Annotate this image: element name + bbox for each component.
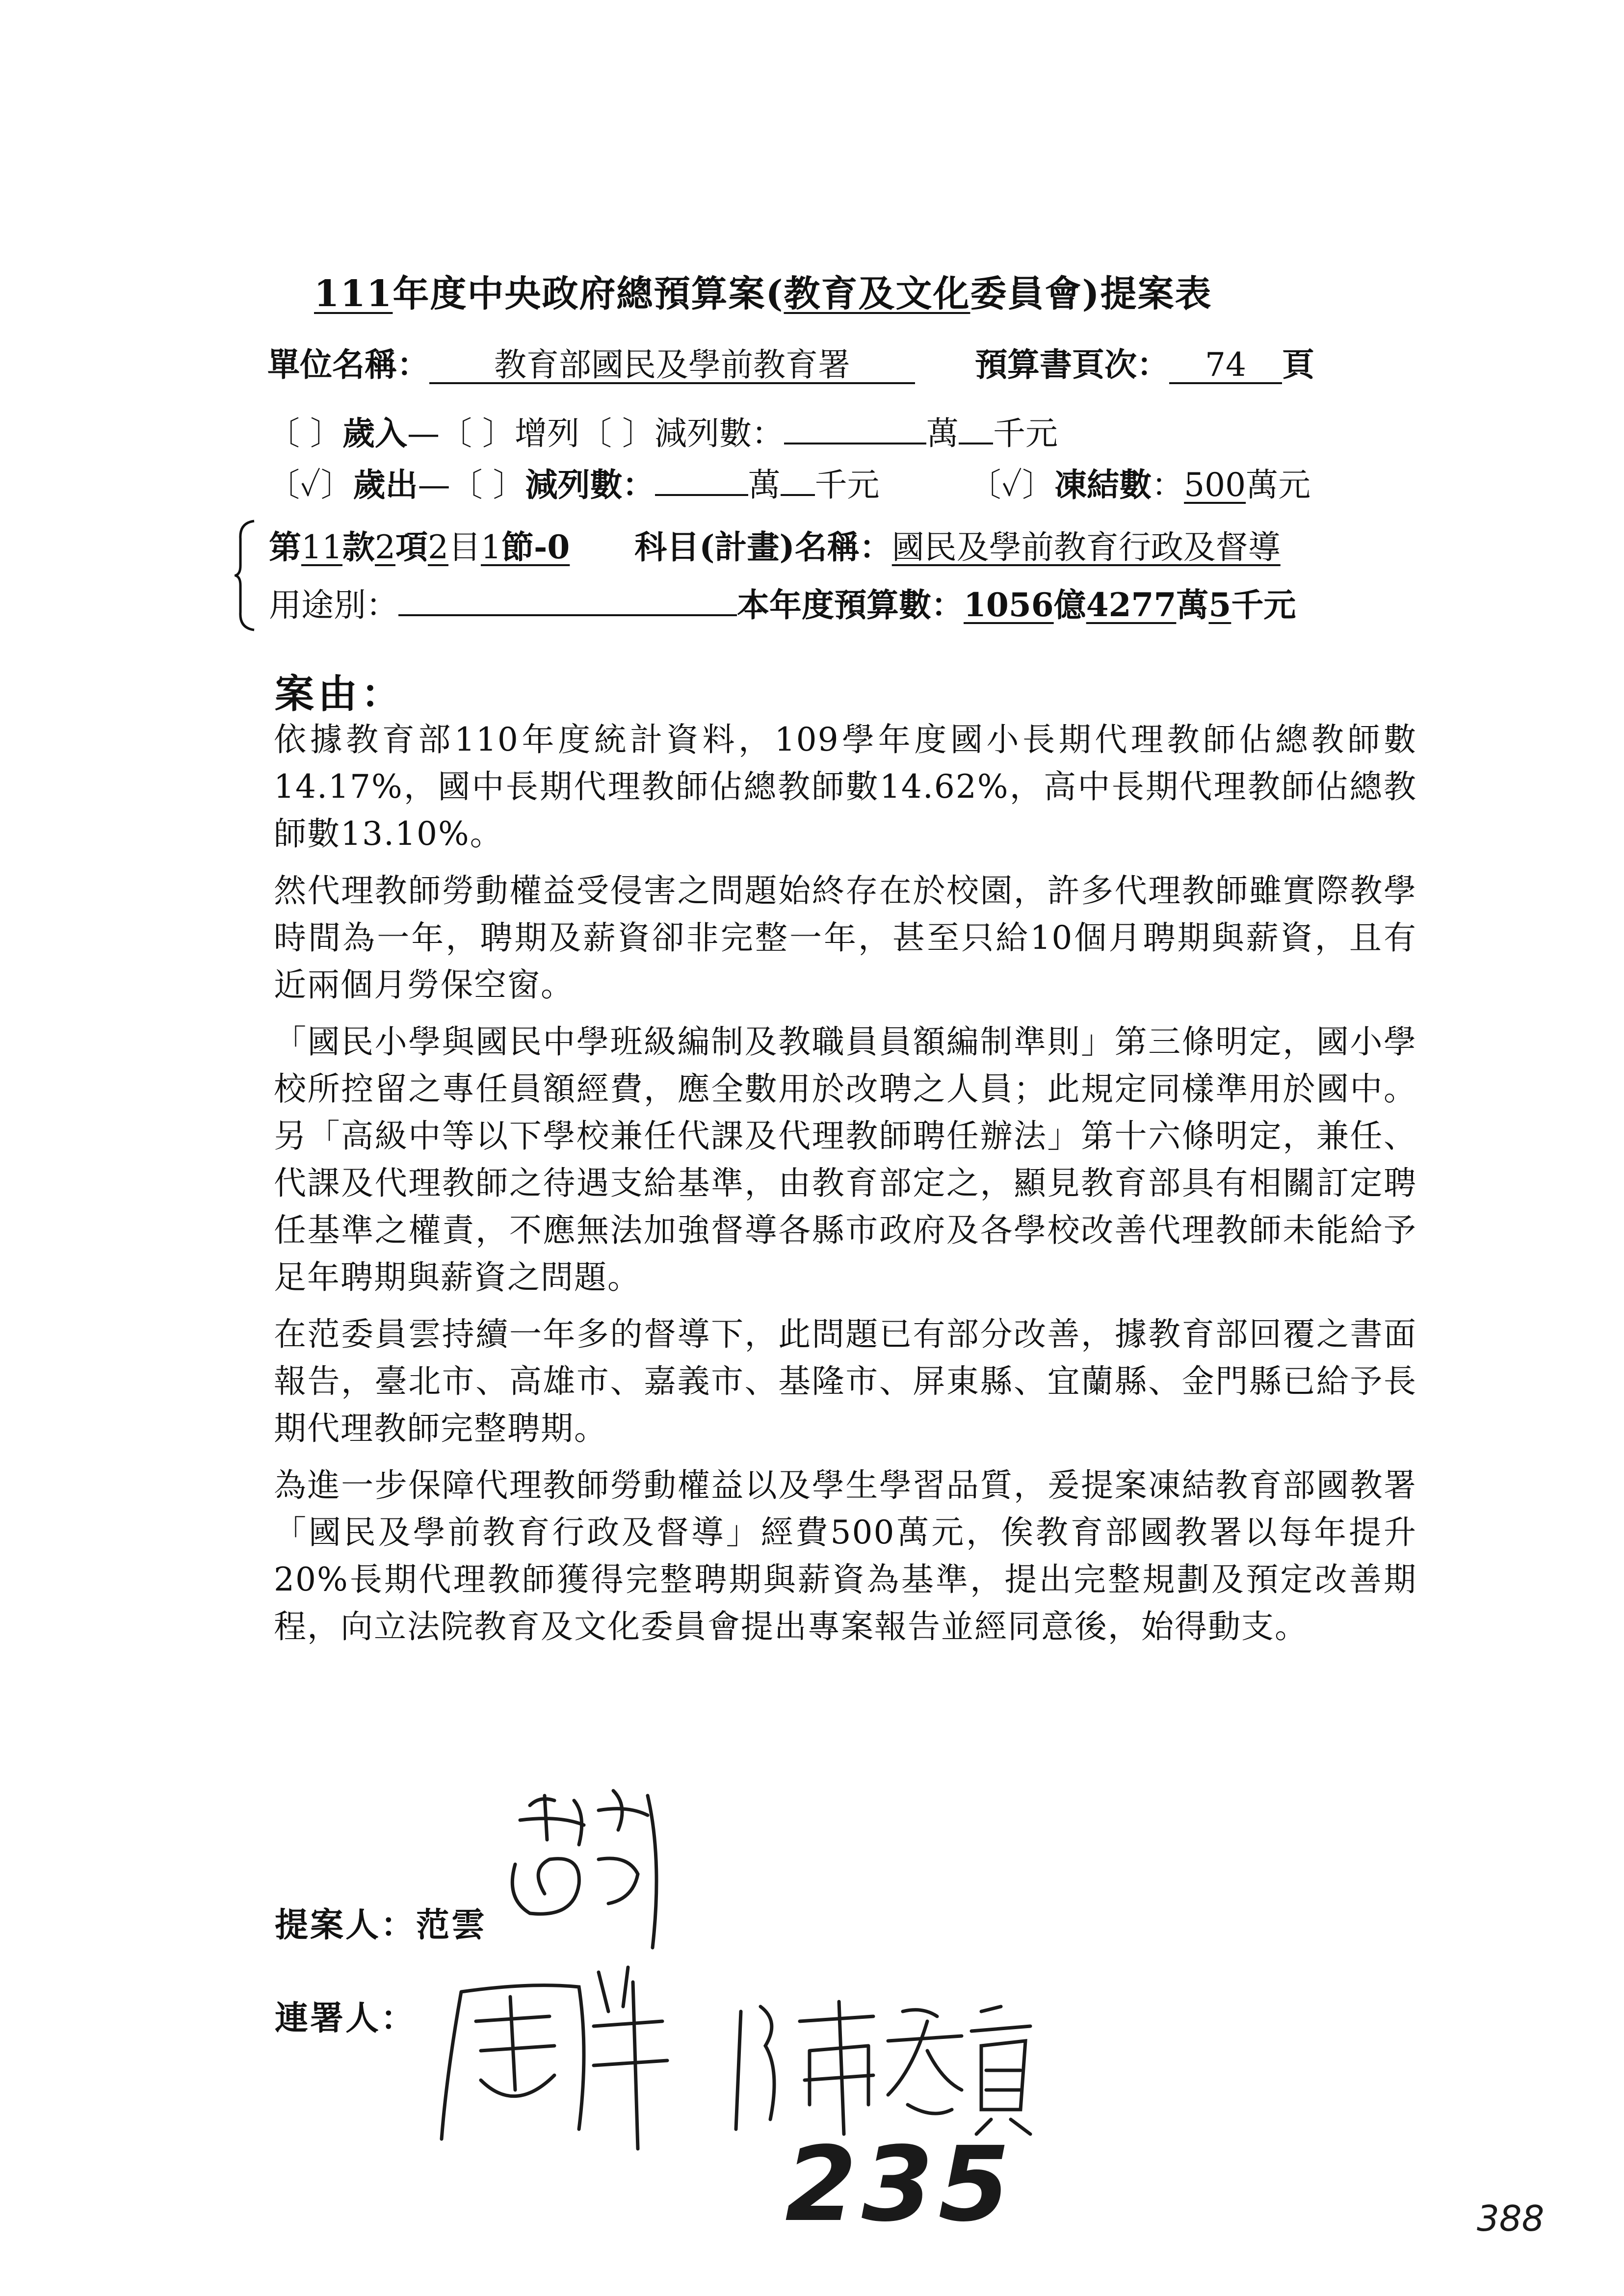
page-unit: 頁 bbox=[1282, 345, 1314, 384]
expenditure-wan-blank bbox=[655, 460, 748, 496]
expenditure-checkbox: 〔✓〕 bbox=[267, 466, 353, 504]
subject-label: 科目(計畫)名稱： bbox=[634, 528, 892, 566]
proposer-signature bbox=[500, 1786, 707, 1962]
cosigner-label: 連署人： bbox=[275, 1999, 417, 2038]
account-jie-label: 節-0 bbox=[501, 528, 570, 566]
account-mu: 2 bbox=[427, 528, 448, 566]
usage-label: 用途別： bbox=[269, 586, 398, 624]
revenue-qian: 千元 bbox=[993, 415, 1058, 452]
account-brace bbox=[235, 519, 255, 632]
paragraph-3: 「國民小學與國民中學班級編制及教職員員額編制準則」第三條明定，國小學校所控留之專任員額經費，應全數用於改聘之人員；此規定同樣準用於國中。另「高級中等以下學校兼任代課及代理教師聘任辦法」第十六條明定，兼任、代課及代理教師之待遇支給基準，由教育部定之，顯見教育部具有相關訂定聘任基準之權責，不應無法加強督導各縣市政府及各學校改善代理教師未能給予足年聘期與薪資之問題。 bbox=[274, 1023, 1417, 1296]
freeze-colon: ： bbox=[1152, 466, 1184, 504]
budget-qian-label: 千元 bbox=[1231, 586, 1296, 624]
page-value: 74 bbox=[1169, 348, 1282, 384]
expenditure-cut-checkbox: 〔 〕 bbox=[450, 466, 525, 504]
budget-row bbox=[269, 579, 1296, 626]
paragraph-1: 依據教育部110年度統計資料，109學年度國小長期代理教師佔總教師數14.17%，國中長期代理教師佔總教師數14.62%，高中長期代理教師佔總教師數13.10%。 bbox=[274, 721, 1417, 853]
body-text bbox=[274, 716, 1417, 1660]
subject-value: 國民及學前教育行政及督導 bbox=[891, 528, 1281, 566]
cosigner-line bbox=[275, 1992, 416, 2039]
paragraph-2: 然代理教師勞動權益受侵害之問題始終存在於校園，許多代理教師雖實際教學時間為一年，聘期及薪資卻非完整一年，甚至只給10個月聘期與薪資，且有近兩個月勞保空窗。 bbox=[274, 872, 1417, 1004]
revenue-label: 歲入 bbox=[342, 414, 407, 452]
freeze-value: 500 bbox=[1184, 466, 1246, 504]
title-prefix: 年度中央政府總預算案( bbox=[393, 273, 784, 315]
document-title bbox=[314, 265, 1212, 317]
account-jie: 1 bbox=[480, 528, 501, 566]
account-row bbox=[269, 521, 1281, 568]
handwritten-number: 235 bbox=[785, 2124, 1015, 2244]
revenue-add-checkbox: 〔 〕 bbox=[439, 415, 515, 452]
revenue-row bbox=[267, 407, 1058, 454]
unit-label: 單位名稱： bbox=[267, 345, 429, 384]
unit-value: 教育部國民及學前教育署 bbox=[429, 348, 915, 384]
proposer-name: 范雲 bbox=[416, 1905, 487, 1945]
revenue-cut-label: 減列數： bbox=[654, 415, 784, 452]
paragraph-4: 在范委員雲持續一年多的督導下，此問題已有部分改善，據教育部回覆之書面報告，臺北市、高雄市、嘉義市、基隆市、屏東縣、宜蘭縣、金門縣已給予長期代理教師完整聘期。 bbox=[274, 1315, 1417, 1447]
revenue-qian-blank bbox=[959, 408, 993, 444]
expenditure-row bbox=[267, 459, 1310, 505]
page-label: 預算書頁次： bbox=[974, 345, 1169, 384]
usage-blank bbox=[398, 580, 737, 616]
proposer-line bbox=[275, 1899, 487, 1946]
freeze-label: 凍結數 bbox=[1054, 466, 1152, 504]
expenditure-cut-label: 減列數： bbox=[525, 466, 655, 504]
section-title: 案由： bbox=[275, 671, 404, 717]
cosigner-signature-1 bbox=[432, 1953, 687, 2159]
account-kuan: 11 bbox=[301, 528, 342, 566]
proposer-label: 提案人： bbox=[275, 1905, 417, 1945]
budget-label: 本年度預算數： bbox=[737, 586, 964, 624]
budget-qian: 5 bbox=[1208, 586, 1231, 624]
expenditure-label: 歲出 bbox=[353, 466, 418, 504]
expenditure-dash: — bbox=[418, 466, 450, 504]
account-mu-label: 目 bbox=[448, 528, 481, 566]
expenditure-qian-blank bbox=[781, 460, 815, 496]
expenditure-qian: 千元 bbox=[814, 466, 880, 504]
budget-wan-label: 萬 bbox=[1176, 586, 1209, 624]
revenue-checkbox: 〔 〕 bbox=[267, 415, 342, 452]
cosigner-signature-2 bbox=[726, 1992, 1040, 2139]
title-committee: 教育及文化 bbox=[784, 273, 970, 315]
paragraph-5: 為進一步保障代理教師勞動權益以及學生學習品質，爰提案凍結教育部國教署「國民及學前教育行政及督導」經費500萬元，俟教育部國教署以每年提升20%長期代理教師獲得完整聘期與薪資為基準，提出完整規劃及預定改善期程，向立法院教育及文化委員會提出專案報告並經同意後，始得動支。 bbox=[274, 1466, 1417, 1645]
revenue-wan-blank bbox=[784, 408, 926, 444]
freeze-unit: 萬元 bbox=[1246, 466, 1311, 504]
title-year: 111 bbox=[314, 273, 393, 315]
page-number: 388 bbox=[1477, 2198, 1545, 2239]
account-kuan-label: 款 bbox=[342, 528, 375, 566]
budget-yi-label: 億 bbox=[1053, 586, 1086, 624]
revenue-cut-checkbox: 〔 〕 bbox=[579, 415, 655, 452]
title-suffix: 委員會)提案表 bbox=[970, 273, 1212, 315]
revenue-dash: — bbox=[407, 415, 440, 452]
revenue-wan: 萬 bbox=[926, 415, 959, 452]
freeze-checkbox: 〔✓〕 bbox=[969, 466, 1055, 504]
budget-wan: 4277 bbox=[1086, 586, 1177, 624]
budget-yi: 1056 bbox=[964, 586, 1054, 624]
expenditure-wan: 萬 bbox=[748, 466, 781, 504]
account-xiang: 2 bbox=[374, 528, 395, 566]
revenue-add-label: 增列 bbox=[514, 415, 579, 452]
unit-row bbox=[267, 339, 1314, 385]
account-xiang-label: 項 bbox=[395, 528, 428, 566]
account-di: 第 bbox=[269, 528, 301, 566]
